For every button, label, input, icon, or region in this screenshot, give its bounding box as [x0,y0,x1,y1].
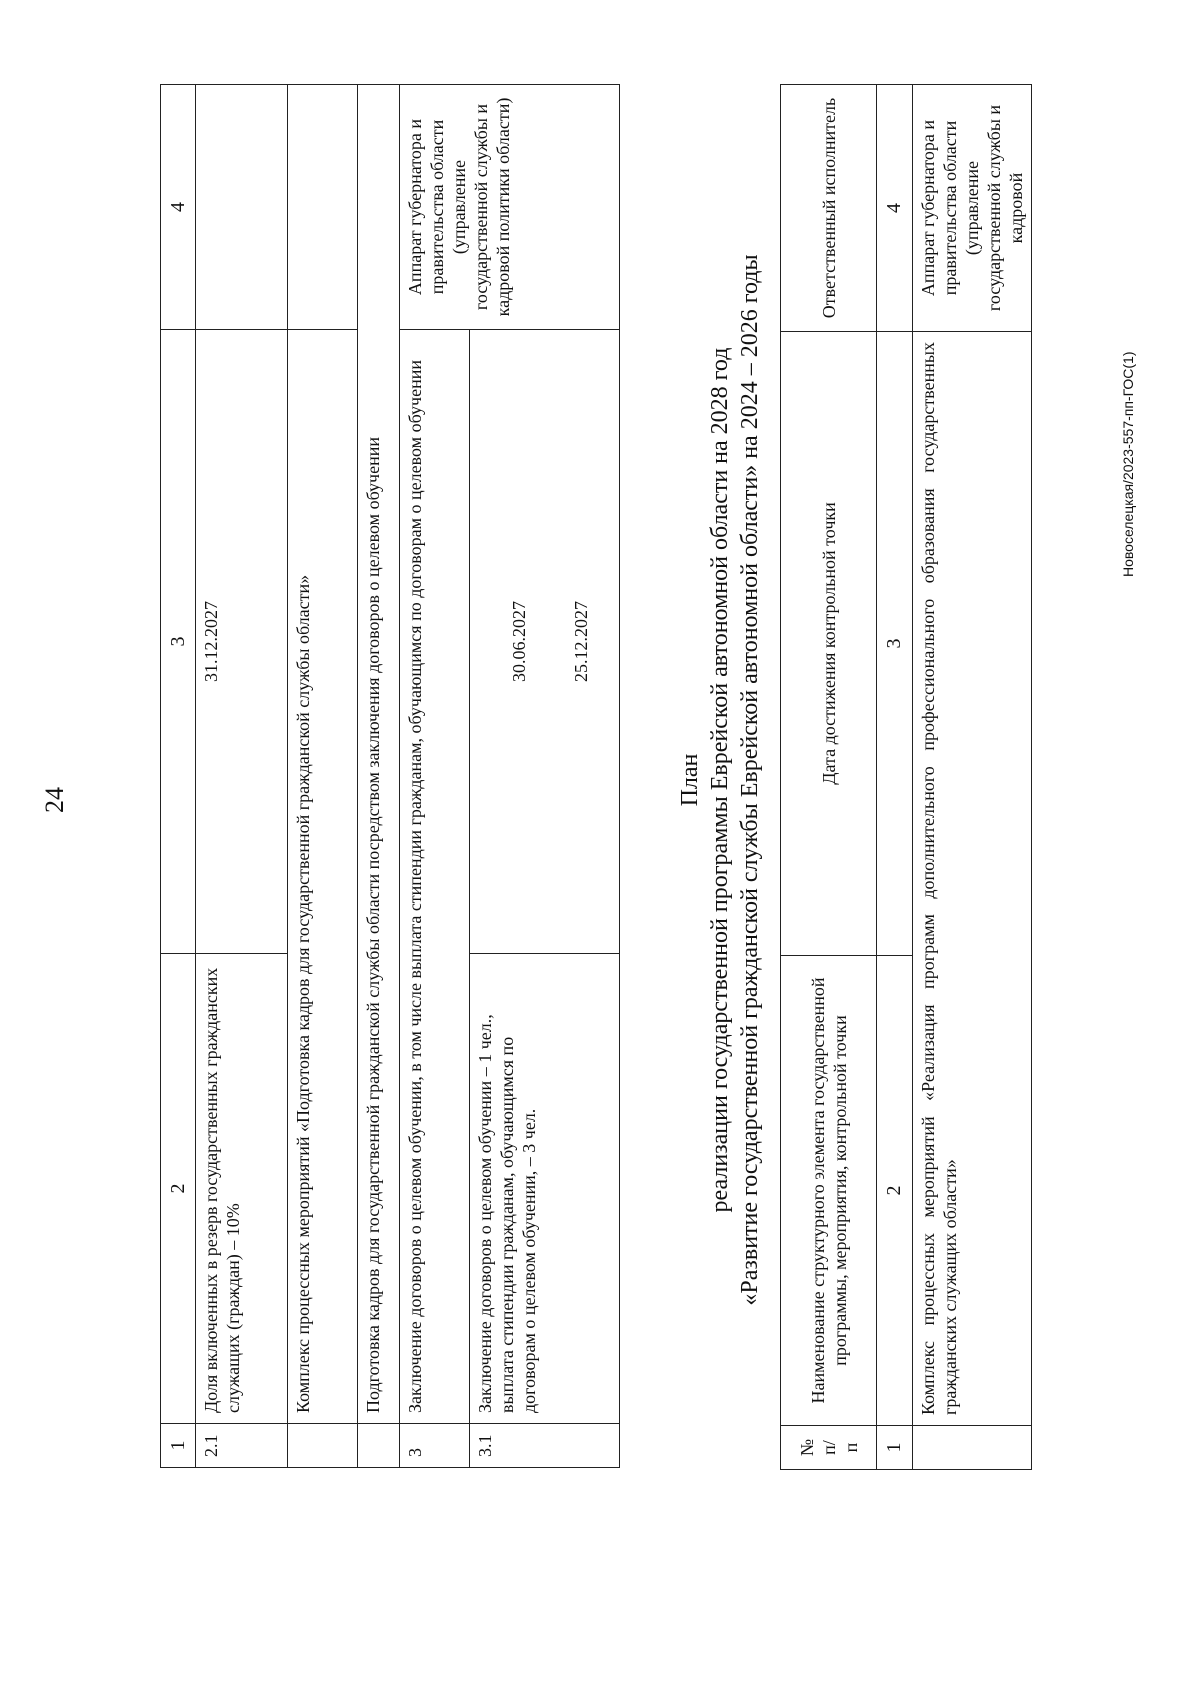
header-row [781,85,877,1470]
element-name: Доля включенных в резерв государственных гражданских служащих (граждан) – 10% [196,954,288,1424]
table-row [913,85,1032,1470]
column-number-row [161,85,196,1468]
col-number: 4 [161,85,196,330]
table-part2 [780,84,1032,1470]
row-number [288,1424,358,1468]
table-row [358,85,400,1468]
row-number: 2.1 [196,1424,288,1468]
header-name: Наименование структурного элемента государственной программы, мероприятия, контрольной точки [781,956,877,1426]
plan-heading: План [677,753,703,807]
control-date: 30.06.2027 [508,601,529,682]
complex-title: Комплекс процессных мероприятий «Подготовка кадров для государственной гражданской службы области» [288,330,358,1424]
plan-title [675,220,765,1340]
section-title: Подготовка кадров для государственной гражданской службы области посредством заключения договоров о целевом обучении [358,85,400,1424]
executor: Аппарат губернатора и правительства области (управление государственной службы и кадровой политики области) [400,85,620,330]
row-number [913,1426,1032,1470]
row-number: 3 [400,1424,470,1468]
control-date: 25.12.2027 [570,601,591,682]
doc-footer: Новоселецкая/2023-557-пп-ГОС(1) [1120,351,1136,577]
table-part1 [160,84,620,1468]
table-row [196,85,288,1468]
column-number-row [877,85,913,1470]
element-name: Заключение договоров о целевом обучении – 1 чел., выплата стипендии гражданам, обучающимся по договорам о целевом обучении, – 3 чел. [470,954,620,1424]
complex-title: Комплекс процессных мероприятий «Реализация программ дополнительного профессионального образования государственных гражданских служащих области» [913,332,1032,1426]
col-number: 2 [877,956,913,1426]
col-number: 3 [877,332,913,956]
plan-subheading: реализации государственной программы Еврейской автономной области на 2028 год [707,347,733,1213]
table-row [400,85,470,1468]
executor [196,85,288,330]
row-number [358,1424,400,1468]
page-number-text: 24 [40,787,69,813]
col-number: 1 [161,1424,196,1468]
header-number: № п/п [781,1426,877,1470]
col-number: 3 [161,330,196,954]
plan-program-name: «Развитие государственной гражданской службы Еврейской автономной области» на 2024 – 2026 годы [737,254,763,1306]
element-name: Заключение договоров о целевом обучении, в том числе выплата стипендии гражданам, обучающимся по договорам о целевом обучении [400,330,470,1424]
control-date: 31.12.2027 [196,330,288,954]
header-executor: Ответственный исполнитель [781,85,877,332]
col-number: 2 [161,954,196,1424]
control-dates [470,330,620,954]
row-number: 3.1 [470,1424,620,1468]
col-number: 4 [877,85,913,332]
executor: Аппарат губернатора и правительства области (управление государственной службы и кадровой [913,85,1032,332]
table-row [288,85,358,1468]
executor [288,85,358,330]
header-date: Дата достижения контрольной точки [781,332,877,956]
col-number: 1 [877,1426,913,1470]
